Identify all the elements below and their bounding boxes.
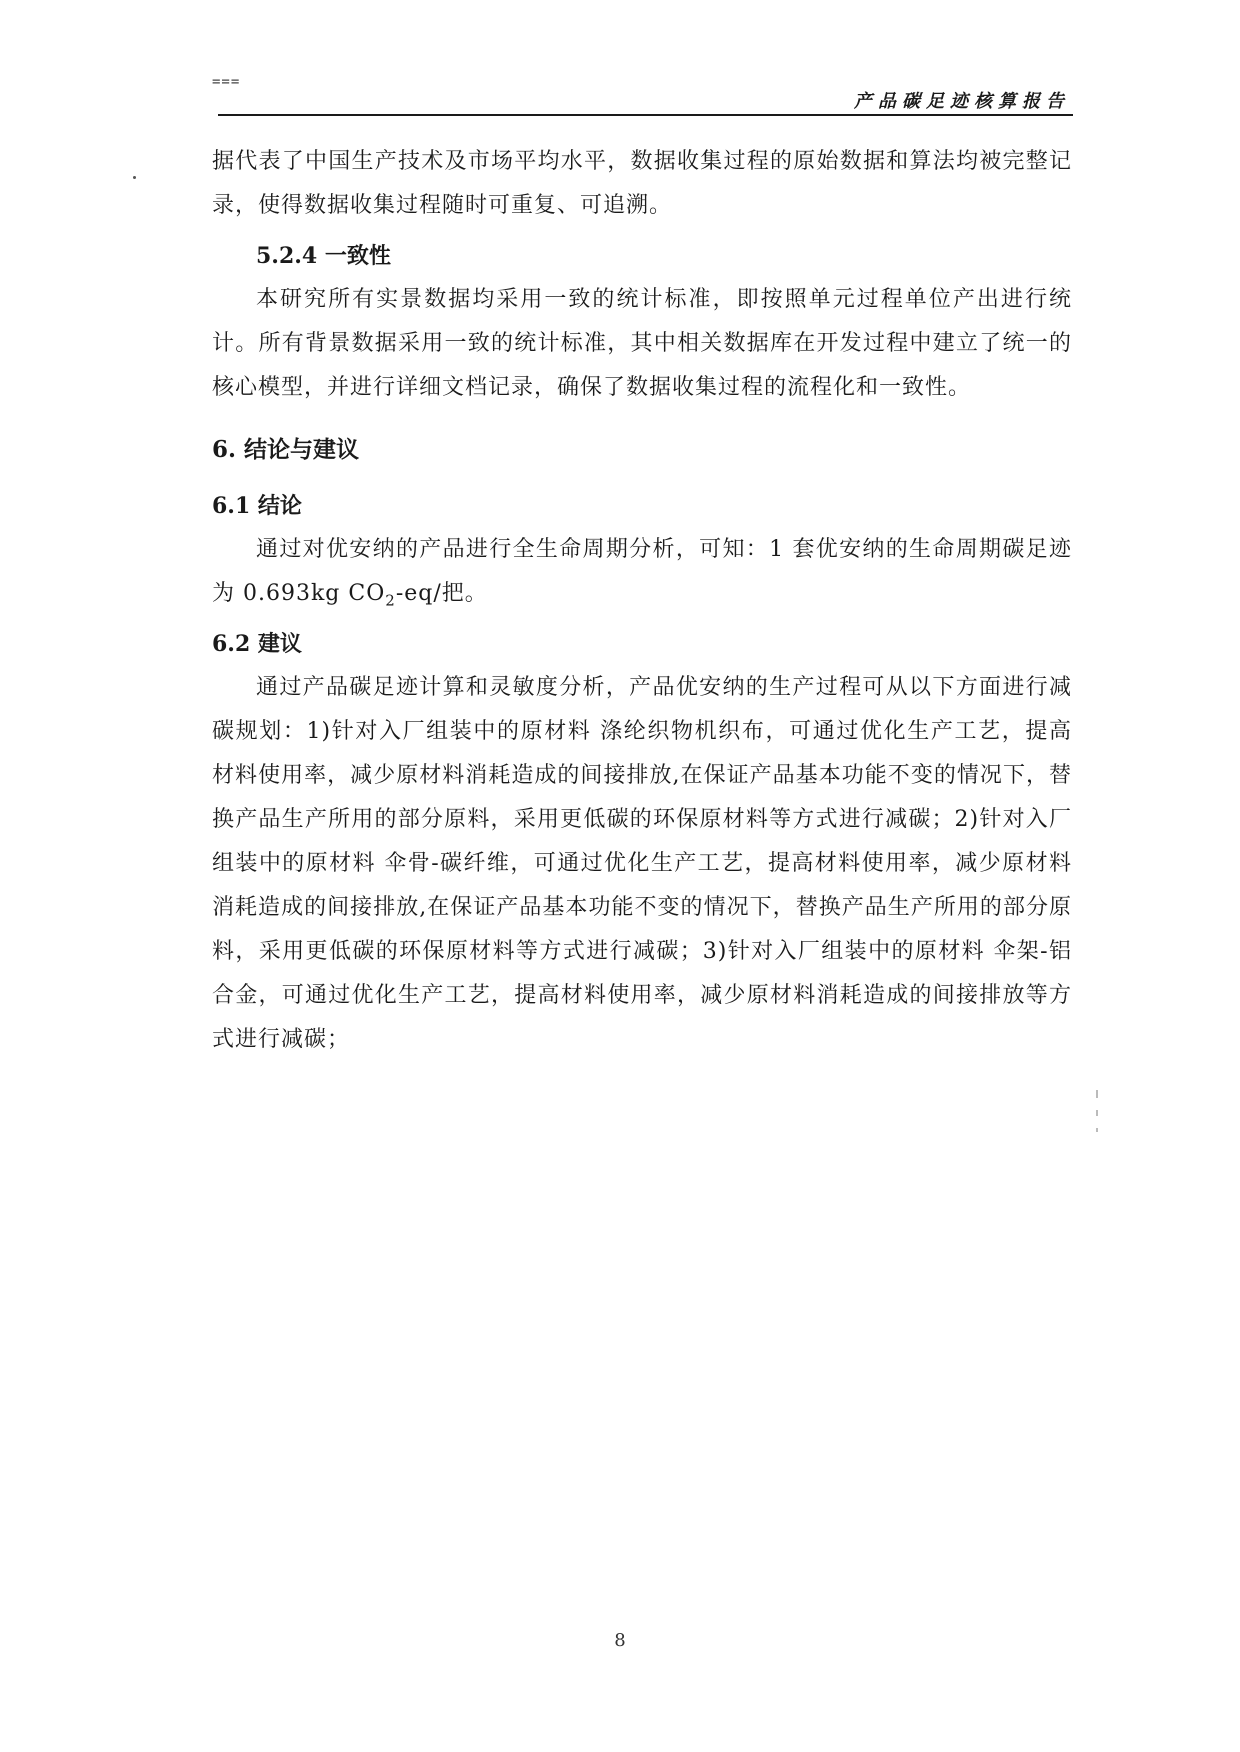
co2-subscript: 2 xyxy=(385,591,396,610)
section-6-2-heading: 6.2 建议 xyxy=(212,631,302,658)
scan-mark xyxy=(1096,1128,1098,1132)
section-6-1-text: 通过对优安纳的产品进行全生命周期分析，可知：1 套优安纳的生命周期碳足迹为 0.693kg CO xyxy=(212,537,1072,606)
document-body xyxy=(212,140,1072,1062)
section-6-2-body: 通过产品碳足迹计算和灵敏度分析，产品优安纳的生产过程可从以下方面进行减碳规划：1)针对入厂组装中的原材料 涤纶织物机织布，可通过优化生产工艺，提高材料使用率，减少原材料消耗造成的间接排放,在保证产品基本功能不变的情况下，替换产品生产所用的部分原料，采用更低碳的环保原材料等方式进行减碳；2)针对入厂组装中的原材料 伞骨-碳纤维，可通过优化生产工艺，提高材料使用率，减少原材料消耗造成的间接排放,在保证产品基本功能不变的情况下，替换产品生产所用的部分原料，采用更低碳的环保原材料等方式进行减碳；3)针对入厂组装中的原材料 伞架-铝合金，可通过优化生产工艺，提高材料使用率，减少原材料消耗造成的间接排放等方式进行减碳； xyxy=(212,675,1072,1053)
header-rule xyxy=(218,114,1073,116)
section-5-2-4-body: 本研究所有实景数据均采用一致的统计标准，即按照单元过程单位产出进行统计。所有背景数据采用一致的统计标准，其中相关数据库在开发过程中建立了统一的核心模型，并进行详细文档记录，确保了数据收集过程的流程化和一致性。 xyxy=(212,287,1072,400)
section-6-1-heading: 6.1 结论 xyxy=(212,493,302,519)
section-6-1-body xyxy=(212,528,1072,622)
scan-dot xyxy=(133,176,136,179)
section-6-1-text-end: -eq/把。 xyxy=(395,581,488,606)
header-title: 产品碳足迹核算报告 xyxy=(854,91,1070,112)
section-6-heading: 6. 结论与建议 xyxy=(212,436,360,463)
page-number: 8 xyxy=(614,1630,626,1651)
section-5-2-4-heading: 5.2.4 一致性 xyxy=(256,243,391,269)
scan-mark xyxy=(1096,1090,1098,1098)
scan-mark xyxy=(1096,1110,1098,1116)
header-marks: === xyxy=(212,74,241,90)
paragraph-continued: 据代表了中国生产技术及市场平均水平，数据收集过程的原始数据和算法均被完整记录，使得数据收集过程随时可重复、可追溯。 xyxy=(212,149,1072,218)
